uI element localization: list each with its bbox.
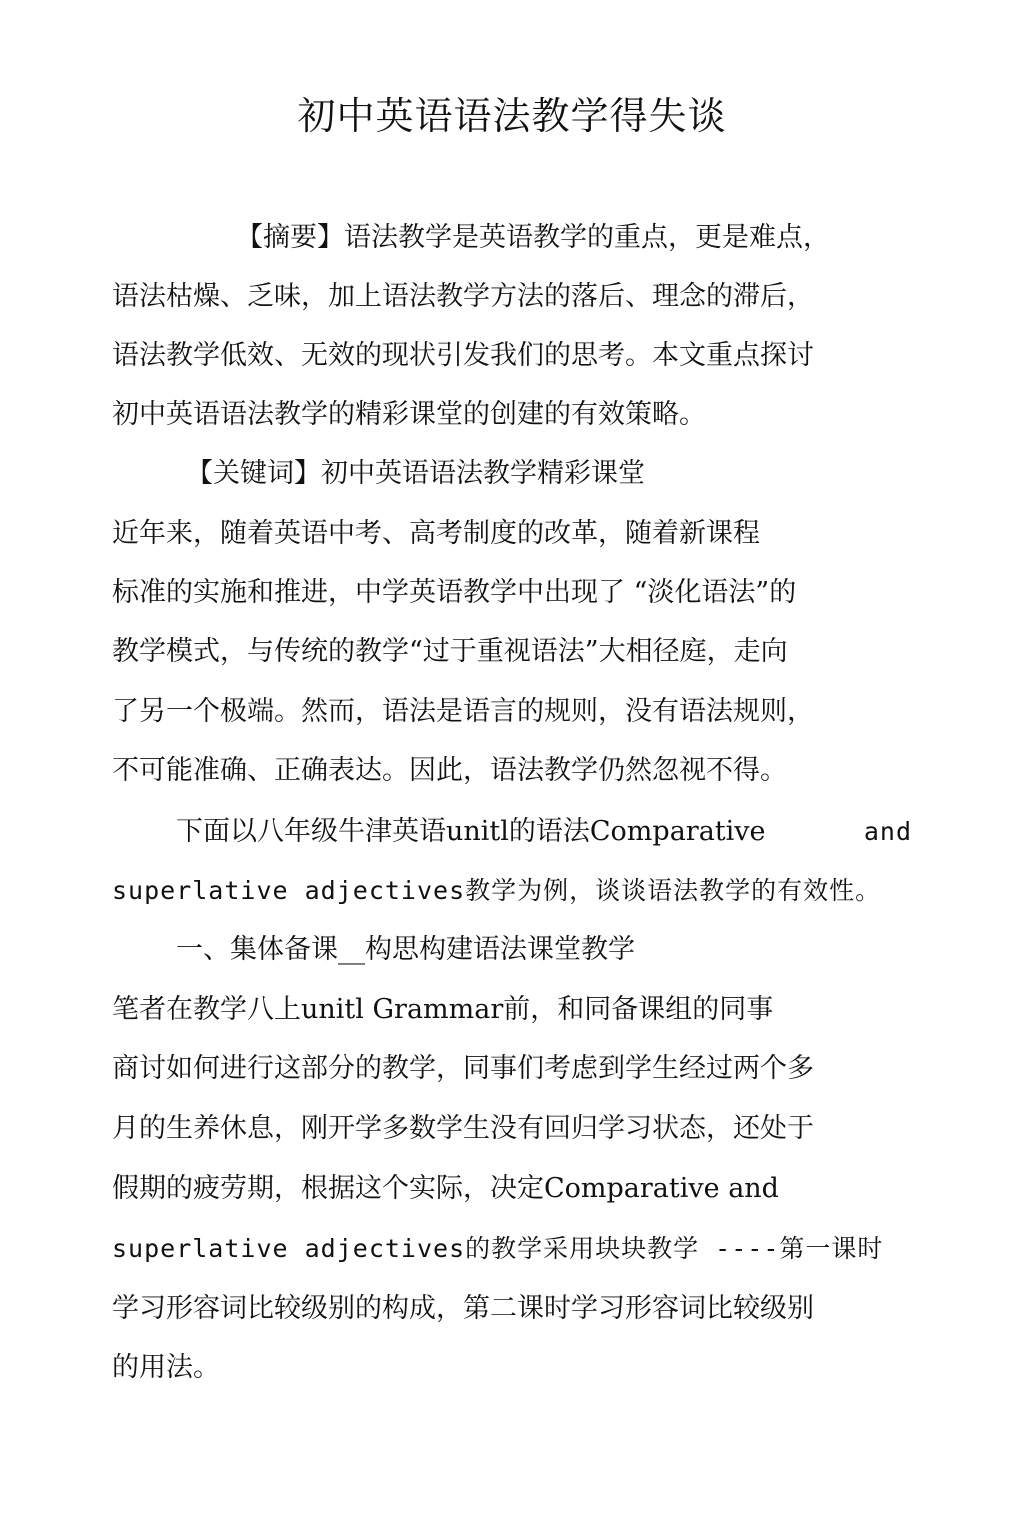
body-line-5: 不可能准确、正确表达。因此，语法教学仍然忽视不得。 xyxy=(112,755,787,786)
body-line-2: 标准的实施和推进，中学英语教学中出现了 “淡化语法”的 xyxy=(112,577,797,608)
section-line-7: 的用法。 xyxy=(112,1352,220,1383)
abstract-line-1: 【摘要】语法教学是英语教学的重点，更是难点， xyxy=(236,222,830,253)
section-line-3: 月的生养休息，刚开学多数学生没有回归学习状态，还处于 xyxy=(112,1113,814,1144)
section-line-4: 假期的疲劳期，根据这个实际，决定Comparative and xyxy=(112,1173,779,1204)
section-line-1: 笔者在教学八上unitl Grammar前，和同备课组的同事 xyxy=(112,994,774,1025)
section-line-6: 学习形容词比较级别的构成，第二课时学习形容词比较级别 xyxy=(112,1293,814,1324)
example-line-1-end: and xyxy=(863,817,912,846)
example-line-1-text: 下面以八年级牛津英语unitl的语法Comparative xyxy=(176,816,766,847)
section-line-2: 商讨如何进行这部分的教学，同事们考虑到学生经过两个多 xyxy=(112,1053,814,1084)
keywords-line: 【关键词】初中英语语法教学精彩课堂 xyxy=(186,458,645,489)
section-heading-1: 一、集体备课__构思构建语法课堂教学 xyxy=(176,934,635,965)
abstract-line-4: 初中英语语法教学的精彩课堂的创建的有效策略。 xyxy=(112,399,706,430)
body-line-3: 教学模式，与传统的教学“过于重视语法”大相径庭，走向 xyxy=(112,636,788,667)
example-line-2: superlative adjectives教学为例，谈谈语法教学的有效性。 xyxy=(112,876,882,905)
body-line-4: 了另一个极端。然而，语法是语言的规则，没有语法规则， xyxy=(112,696,814,727)
abstract-line-2: 语法枯燥、乏味，加上语法教学方法的落后、理念的滞后， xyxy=(112,281,814,312)
section-line-5: superlative adjectives的教学采用块块教学 ----第一课时 xyxy=(112,1234,884,1263)
abstract-line-3: 语法教学低效、无效的现状引发我们的思考。本文重点探讨 xyxy=(112,340,814,371)
document-title: 初中英语语法教学得失谈 xyxy=(297,94,727,138)
body-line-1: 近年来，随着英语中考、高考制度的改革，随着新课程 xyxy=(112,518,760,549)
example-line-1 xyxy=(176,812,912,852)
